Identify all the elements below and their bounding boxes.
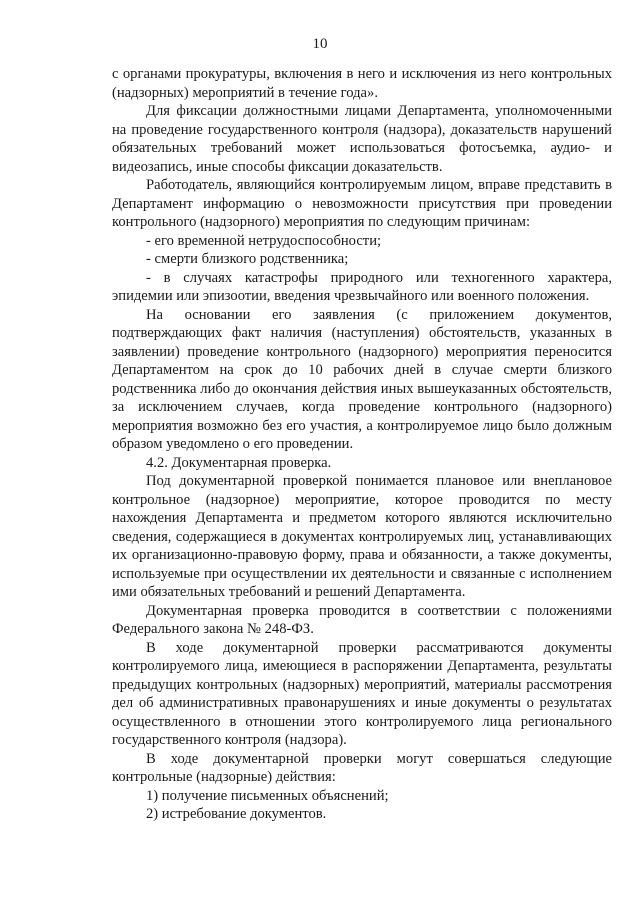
paragraph: В ходе документарной проверки рассматриваются документы контролируемого лица, имеющиеся в распоряжении Департамента, результаты предыдущих контрольных (надзорных) мероприятий, материалы рассмотрения дел об административных правонарушениях и иные документы о результатах осуществленного в отношении этого контролируемого лица регионального государственного контроля (надзора).: [112, 639, 612, 748]
paragraph: с органами прокуратуры, включения в него и исключения из него контрольных (надзорных) мероприятий в течение года».: [112, 66, 612, 101]
paragraph: Для фиксации должностными лицами Департамента, уполномоченными на проведение государственного контроля (надзора), доказательств нарушений обязательных требований может использоваться фотосъемка, аудио- и видеозапись, иные способы фиксации доказательств.: [112, 103, 612, 175]
list-item: 1) получение письменных объяснений;: [146, 787, 389, 804]
list-item: - его временной нетрудоспособности;: [146, 232, 382, 249]
document-body: [112, 65, 612, 824]
paragraph: Работодатель, являющийся контролируемым лицом, вправе представить в Департамент информацию о невозможности присутствия при проведении контрольного (надзорного) мероприятия по следующим причинам:: [112, 177, 612, 230]
paragraph: На основании его заявления (с приложением документов, подтверждающих факт наличия (наступления) обстоятельств, указанных в заявлении) проведение контрольного (надзорного) мероприятия переносится Департаментом на срок до 10 рабочих дней в случае смерти близкого родственника либо до окончания действия иных вышеуказанных обстоятельств, за исключением случаев, когда проведение контрольного (надзорного) мероприятия возможно без его участия, а контролируемое лицо было должным образом уведомлено о его проведении.: [112, 306, 612, 452]
paragraph: В ходе документарной проверки могут совершаться следующие контрольные (надзорные) действия:: [112, 750, 612, 785]
page-number: 10: [312, 36, 328, 52]
section-heading: 4.2. Документарная проверка.: [146, 454, 332, 471]
paragraph: Документарная проверка проводится в соответствии с положениями Федерального закона № 248-ФЗ.: [112, 602, 612, 637]
list-item: 2) истребование документов.: [146, 806, 327, 822]
list-item: - в случаях катастрофы природного или техногенного характера, эпидемии или эпизоотии, введения чрезвычайного или военного положения.: [112, 269, 612, 304]
paragraph: Под документарной проверкой понимается плановое или внеплановое контрольное (надзорное) мероприятие, которое проводится по месту нахождения Департамента и предметом которого являются исключительно сведения, содержащиеся в документах контролируемых лиц, устанавливающих их организационно-правовую форму, права и обязанности, а также документы, используемые при осуществлении их деятельности и связанные с исполнением ими обязательных требований и решений Департамента.: [112, 473, 612, 600]
list-item: - смерти близкого родственника;: [146, 251, 349, 267]
